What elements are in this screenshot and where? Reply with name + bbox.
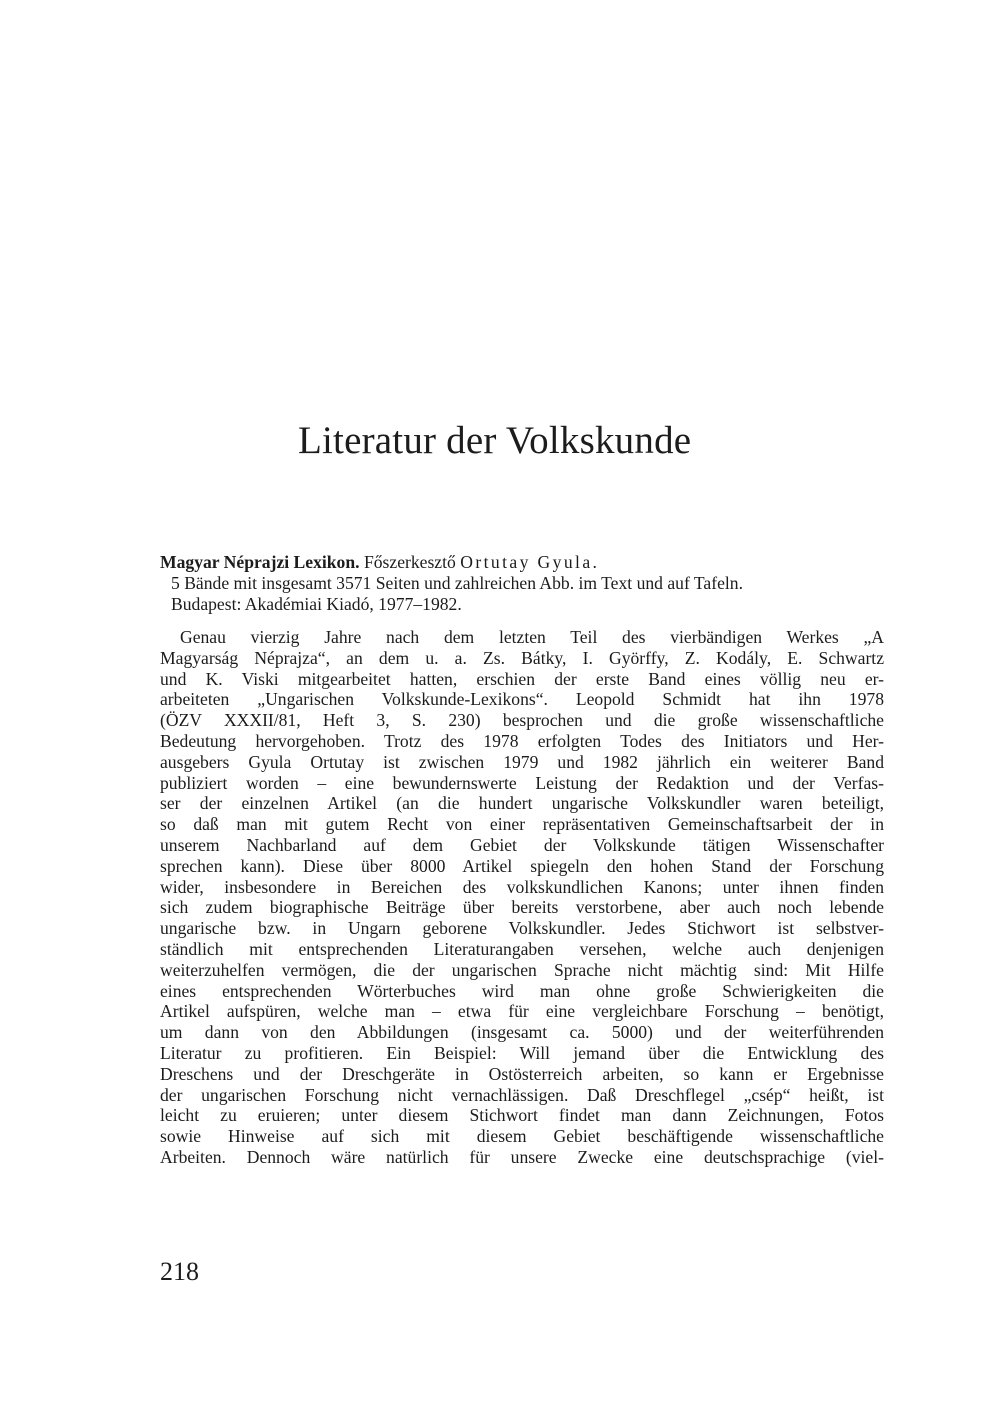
page-number: 218 bbox=[160, 1257, 199, 1286]
section-title: Literatur der Volkskunde bbox=[298, 419, 692, 462]
text-line: der ungarischen Forschung nicht vernachlässigen. Daß Dreschflegel „csép“ heißt, ist bbox=[160, 1084, 884, 1105]
text-line: arbeiteten „Ungarischen Volkskunde-Lexikons“. Leopold Schmidt hat ihn 1978 bbox=[160, 689, 884, 710]
bibliographic-entry bbox=[160, 552, 884, 614]
text-line: so daß man mit gutem Recht von einer repräsentativen Gemeinschaftsarbeit der in bbox=[160, 814, 884, 835]
book-publisher: Budapest: Akadémiai Kiadó, 1977–1982. bbox=[171, 593, 462, 614]
text-line: (ÖZV XXXII/81, Heft 3, S. 230) besprochen und die große wissenschaftliche bbox=[160, 710, 884, 731]
text-line: sprechen kann). Diese über 8000 Artikel spiegeln den hohen Stand der Forschung bbox=[160, 855, 884, 876]
text-line: weiterzuhelfen vermögen, die der ungarischen Sprache nicht mächtig sind: Mit Hilfe bbox=[160, 959, 884, 980]
book-details: 5 Bände mit insgesamt 3571 Seiten und zahlreichen Abb. im Text und auf Tafeln. bbox=[171, 572, 743, 593]
text-line: Bedeutung hervorgehoben. Trotz des 1978 erfolgten Todes des Initiators und Her- bbox=[160, 730, 884, 751]
text-line: sowie Hinweise auf sich mit diesem Gebiet beschäftigende wissenschaftliche bbox=[160, 1126, 884, 1147]
text-line: Magyarság Néprajza“, an dem u. a. Zs. Bátky, I. Györffy, Z. Kodály, E. Schwartz bbox=[160, 647, 884, 668]
text-line: ausgebers Gyula Ortutay ist zwischen 1979 und 1982 jährlich ein weiterer Band bbox=[160, 751, 884, 772]
text-line: ser der einzelnen Artikel (an die hundert ungarische Volkskundler waren beteiligt, bbox=[160, 793, 884, 814]
entry-heading-line bbox=[160, 552, 884, 573]
editor-role: Főszerkesztő bbox=[363, 552, 456, 572]
text-line: Genau vierzig Jahre nach dem letzten Teil des vierbändigen Werkes „A bbox=[180, 627, 884, 647]
text-line: sich zudem biographische Beiträge über bereits verstorbene, aber auch noch lebende bbox=[160, 897, 884, 918]
text-line: Literatur zu profitieren. Ein Beispiel: Will jemand über die Entwicklung des bbox=[160, 1042, 884, 1063]
text-line: ungarische bzw. in Ungarn geborene Volkskundler. Jedes Stichwort ist selbstver- bbox=[160, 918, 884, 939]
editor-name: Ortutay Gyula. bbox=[460, 552, 600, 572]
text-line: eines entsprechenden Wörterbuches wird man ohne große Schwierigkeiten die bbox=[160, 980, 884, 1001]
text-line: Dreschens und der Dreschgeräte in Ostösterreich arbeiten, so kann er Ergebnisse bbox=[160, 1063, 884, 1084]
text-line: Arbeiten. Dennoch wäre natürlich für unsere Zwecke eine deutschsprachige (viel- bbox=[160, 1146, 884, 1167]
review-text bbox=[160, 627, 884, 1168]
text-line: unserem Nachbarland auf dem Gebiet der Volkskunde tätigen Wissenschafter bbox=[160, 834, 884, 855]
text-line: Artikel aufspüren, welche man – etwa für eine vergleichbare Forschung – benötigt, bbox=[160, 1001, 884, 1022]
text-line: um dann von den Abbildungen (insgesamt ca. 5000) und der weiterführenden bbox=[160, 1022, 884, 1043]
text-line: publiziert worden – eine bewundernswerte Leistung der Redaktion und der Verfas- bbox=[160, 772, 884, 793]
text-line: und K. Viski mitgearbeitet hatten, erschien der erste Band eines völlig neu er- bbox=[160, 668, 884, 689]
text-line: wider, insbesondere in Bereichen des volkskundlichen Kanons; unter ihnen finden bbox=[160, 876, 884, 897]
text-line: leicht zu eruieren; unter diesem Stichwort findet man dann Zeichnungen, Fotos bbox=[160, 1105, 884, 1126]
book-title: Magyar Néprajzi Lexikon. bbox=[160, 552, 360, 572]
text-line: ständlich mit entsprechenden Literaturangaben versehen, welche auch denjenigen bbox=[160, 938, 884, 959]
